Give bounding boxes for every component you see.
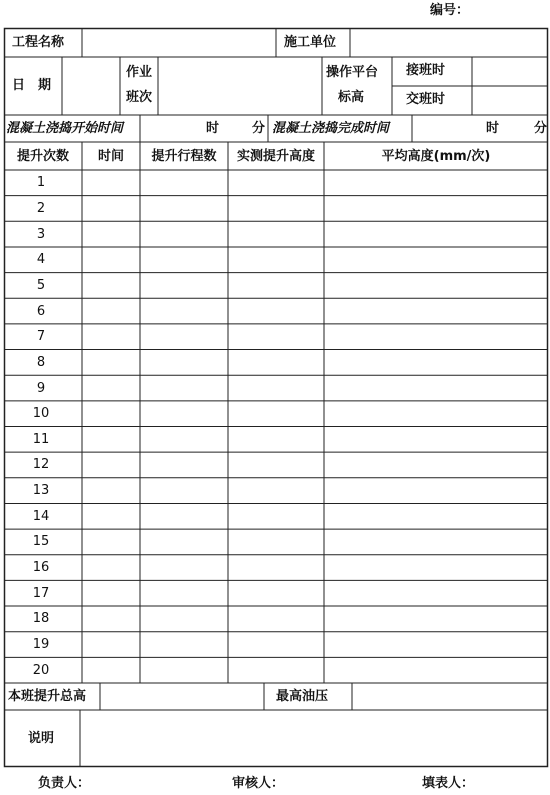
stroke-count-cell[interactable] (141, 248, 227, 272)
reviewer-label: 审核人： (232, 776, 285, 791)
measured-height-cell[interactable] (229, 222, 323, 246)
time-cell[interactable] (83, 453, 139, 477)
average-height-cell[interactable] (325, 504, 547, 528)
table-row (4, 350, 548, 376)
date-field[interactable] (64, 59, 118, 113)
work-shift-field[interactable] (160, 59, 320, 113)
measured-height-cell[interactable] (229, 658, 323, 682)
serial-number-label: 编号： (430, 3, 470, 18)
handover-out-field[interactable] (474, 88, 546, 114)
measured-height-cell[interactable] (229, 197, 323, 221)
lift-count-cell: 16 (32, 560, 50, 576)
stroke-count-cell[interactable] (141, 607, 227, 631)
platform-label-line2: 标高 (338, 90, 365, 105)
time-cell[interactable] (83, 633, 139, 657)
date-label: 日 期 (12, 78, 52, 93)
stroke-count-cell[interactable] (141, 222, 227, 246)
average-height-cell[interactable] (325, 248, 547, 272)
stroke-count-cell[interactable] (141, 299, 227, 323)
pour-start-hour-label: 时 (206, 121, 220, 136)
lift-count-cell: 9 (36, 380, 46, 396)
stroke-count-cell[interactable] (141, 171, 227, 195)
column-header-time (82, 143, 140, 170)
table-row (4, 221, 548, 247)
measured-height-cell[interactable] (229, 376, 323, 400)
lift-count-cell: 15 (32, 534, 50, 550)
stroke-count-cell[interactable] (141, 504, 227, 528)
project-name-field[interactable] (84, 30, 274, 56)
table-row (4, 196, 548, 222)
average-height-cell[interactable] (325, 453, 547, 477)
average-height-cell[interactable] (325, 633, 547, 657)
table-row (4, 324, 548, 350)
time-cell[interactable] (83, 248, 139, 272)
max-pressure-field[interactable] (354, 685, 546, 709)
table-row (4, 632, 548, 658)
stroke-count-cell[interactable] (141, 530, 227, 554)
time-cell[interactable] (83, 197, 139, 221)
pour-start-minute-label: 分 (252, 121, 266, 136)
measured-height-cell[interactable] (229, 633, 323, 657)
max-pressure-label: 最高油压 (276, 689, 329, 704)
lift-count-cell: 5 (36, 277, 46, 293)
measured-height-cell[interactable] (229, 607, 323, 631)
time-cell[interactable] (83, 325, 139, 349)
measured-height-cell[interactable] (229, 556, 323, 580)
table-row (4, 452, 548, 478)
measured-height-cell[interactable] (229, 479, 323, 503)
column-header-average-height-text: 平均高度(mm/次) (381, 148, 491, 164)
pour-end-minute-label: 分 (534, 121, 548, 136)
construction-unit-field[interactable] (352, 30, 546, 56)
table-row (4, 170, 548, 196)
average-height-cell[interactable] (325, 325, 547, 349)
lift-count-cell: 18 (32, 611, 50, 627)
column-header-time-text: 时间 (97, 148, 124, 164)
time-cell[interactable] (83, 274, 139, 298)
average-height-cell[interactable] (325, 402, 547, 426)
measured-height-cell[interactable] (229, 351, 323, 375)
lift-count-cell: 11 (32, 431, 50, 447)
handover-out-label: 交班时 (406, 92, 446, 107)
stroke-count-cell[interactable] (141, 197, 227, 221)
table-row (4, 503, 548, 529)
lift-count-cell: 19 (32, 637, 50, 652)
handover-in-label: 接班时 (406, 63, 446, 78)
lift-count-cell: 2 (36, 200, 46, 216)
column-header-stroke-count (140, 143, 228, 170)
table-row (4, 427, 548, 453)
stroke-count-cell[interactable] (141, 274, 227, 298)
average-height-cell[interactable] (325, 556, 547, 580)
time-cell[interactable] (83, 402, 139, 426)
column-header-lift-count-text: 提升次数 (16, 148, 69, 164)
average-height-cell[interactable] (325, 274, 547, 298)
measured-height-cell[interactable] (229, 299, 323, 323)
table-row (4, 580, 548, 606)
stroke-count-cell[interactable] (141, 556, 227, 580)
measured-height-cell[interactable] (229, 325, 323, 349)
lift-count-cell: 13 (32, 483, 50, 499)
lift-count-cell: 7 (36, 329, 46, 345)
measured-height-cell[interactable] (229, 171, 323, 195)
table-row (4, 478, 548, 504)
total-height-field[interactable] (102, 685, 262, 709)
average-height-cell[interactable] (325, 479, 547, 503)
table-row (4, 273, 548, 299)
average-height-cell[interactable] (325, 351, 547, 375)
notes-label: 说明 (28, 731, 55, 746)
column-header-lift-count (4, 143, 82, 170)
average-height-cell[interactable] (325, 222, 547, 246)
time-cell[interactable] (83, 530, 139, 554)
column-header-measured-height-text: 实测提升高度 (236, 148, 315, 164)
time-cell[interactable] (83, 171, 139, 195)
notes-field[interactable] (82, 712, 546, 765)
stroke-count-cell[interactable] (141, 633, 227, 657)
platform-label-line1: 操作平台 (326, 65, 379, 80)
stroke-count-cell[interactable] (141, 428, 227, 452)
column-header-stroke-count-text: 提升行程数 (151, 148, 217, 164)
time-cell[interactable] (83, 299, 139, 323)
work-shift-label-line2: 班次 (126, 90, 153, 105)
column-header-measured-height (228, 143, 324, 170)
table-row (4, 375, 548, 401)
lift-count-cell: 1 (36, 175, 46, 191)
stroke-count-cell[interactable] (141, 658, 227, 682)
time-cell[interactable] (83, 222, 139, 246)
measured-height-cell[interactable] (229, 248, 323, 272)
average-height-cell[interactable] (325, 658, 547, 682)
average-height-cell[interactable] (325, 530, 547, 554)
lift-count-cell: 20 (32, 662, 50, 678)
table-row (4, 657, 548, 683)
table-row (4, 555, 548, 581)
average-height-cell[interactable] (325, 299, 547, 323)
time-cell[interactable] (83, 376, 139, 400)
responsible-person-label: 负责人： (38, 776, 91, 791)
work-shift-label-line1: 作业 (126, 65, 153, 80)
measured-height-cell[interactable] (229, 504, 323, 528)
construction-unit-label: 施工单位 (284, 35, 337, 50)
average-height-cell[interactable] (325, 376, 547, 400)
lift-count-cell: 14 (32, 508, 50, 524)
time-cell[interactable] (83, 428, 139, 452)
average-height-cell[interactable] (325, 581, 547, 605)
project-name-label: 工程名称 (12, 35, 65, 50)
table-row (4, 298, 548, 324)
time-cell[interactable] (83, 581, 139, 605)
table-row (4, 606, 548, 632)
column-header-average-height (324, 143, 548, 170)
stroke-count-cell[interactable] (141, 479, 227, 503)
lift-count-cell: 4 (36, 252, 46, 268)
lift-count-cell: 8 (36, 354, 46, 370)
measured-height-cell[interactable] (229, 581, 323, 605)
average-height-cell[interactable] (325, 171, 547, 195)
measured-height-cell[interactable] (229, 402, 323, 426)
lift-count-cell: 12 (32, 457, 50, 473)
pour-start-label: 混凝土浇捣开始时间 (6, 121, 124, 136)
stroke-count-cell[interactable] (141, 351, 227, 375)
total-height-label: 本班提升总高 (8, 689, 87, 704)
lift-count-cell: 6 (36, 303, 46, 319)
stroke-count-cell[interactable] (141, 402, 227, 426)
time-cell[interactable] (83, 479, 139, 503)
stroke-count-cell[interactable] (141, 581, 227, 605)
form-filler-label: 填表人： (422, 776, 475, 791)
average-height-cell[interactable] (325, 428, 547, 452)
stroke-count-cell[interactable] (141, 325, 227, 349)
measured-height-cell[interactable] (229, 274, 323, 298)
pour-end-label: 混凝土浇捣完成时间 (272, 121, 390, 136)
time-cell[interactable] (83, 504, 139, 528)
table-row (4, 529, 548, 555)
table-row (4, 401, 548, 427)
lift-count-cell: 3 (36, 226, 46, 242)
time-cell[interactable] (83, 607, 139, 631)
time-cell[interactable] (83, 556, 139, 580)
average-height-cell[interactable] (325, 197, 547, 221)
stroke-count-cell[interactable] (141, 453, 227, 477)
lift-count-cell: 17 (32, 585, 50, 601)
measured-height-cell[interactable] (229, 453, 323, 477)
measured-height-cell[interactable] (229, 530, 323, 554)
handover-in-field[interactable] (474, 59, 546, 85)
table-row (4, 247, 548, 273)
pour-end-hour-label: 时 (486, 121, 500, 136)
stroke-count-cell[interactable] (141, 376, 227, 400)
lift-count-cell: 10 (32, 406, 50, 422)
average-height-cell[interactable] (325, 607, 547, 631)
measured-height-cell[interactable] (229, 428, 323, 452)
time-cell[interactable] (83, 351, 139, 375)
time-cell[interactable] (83, 658, 139, 682)
